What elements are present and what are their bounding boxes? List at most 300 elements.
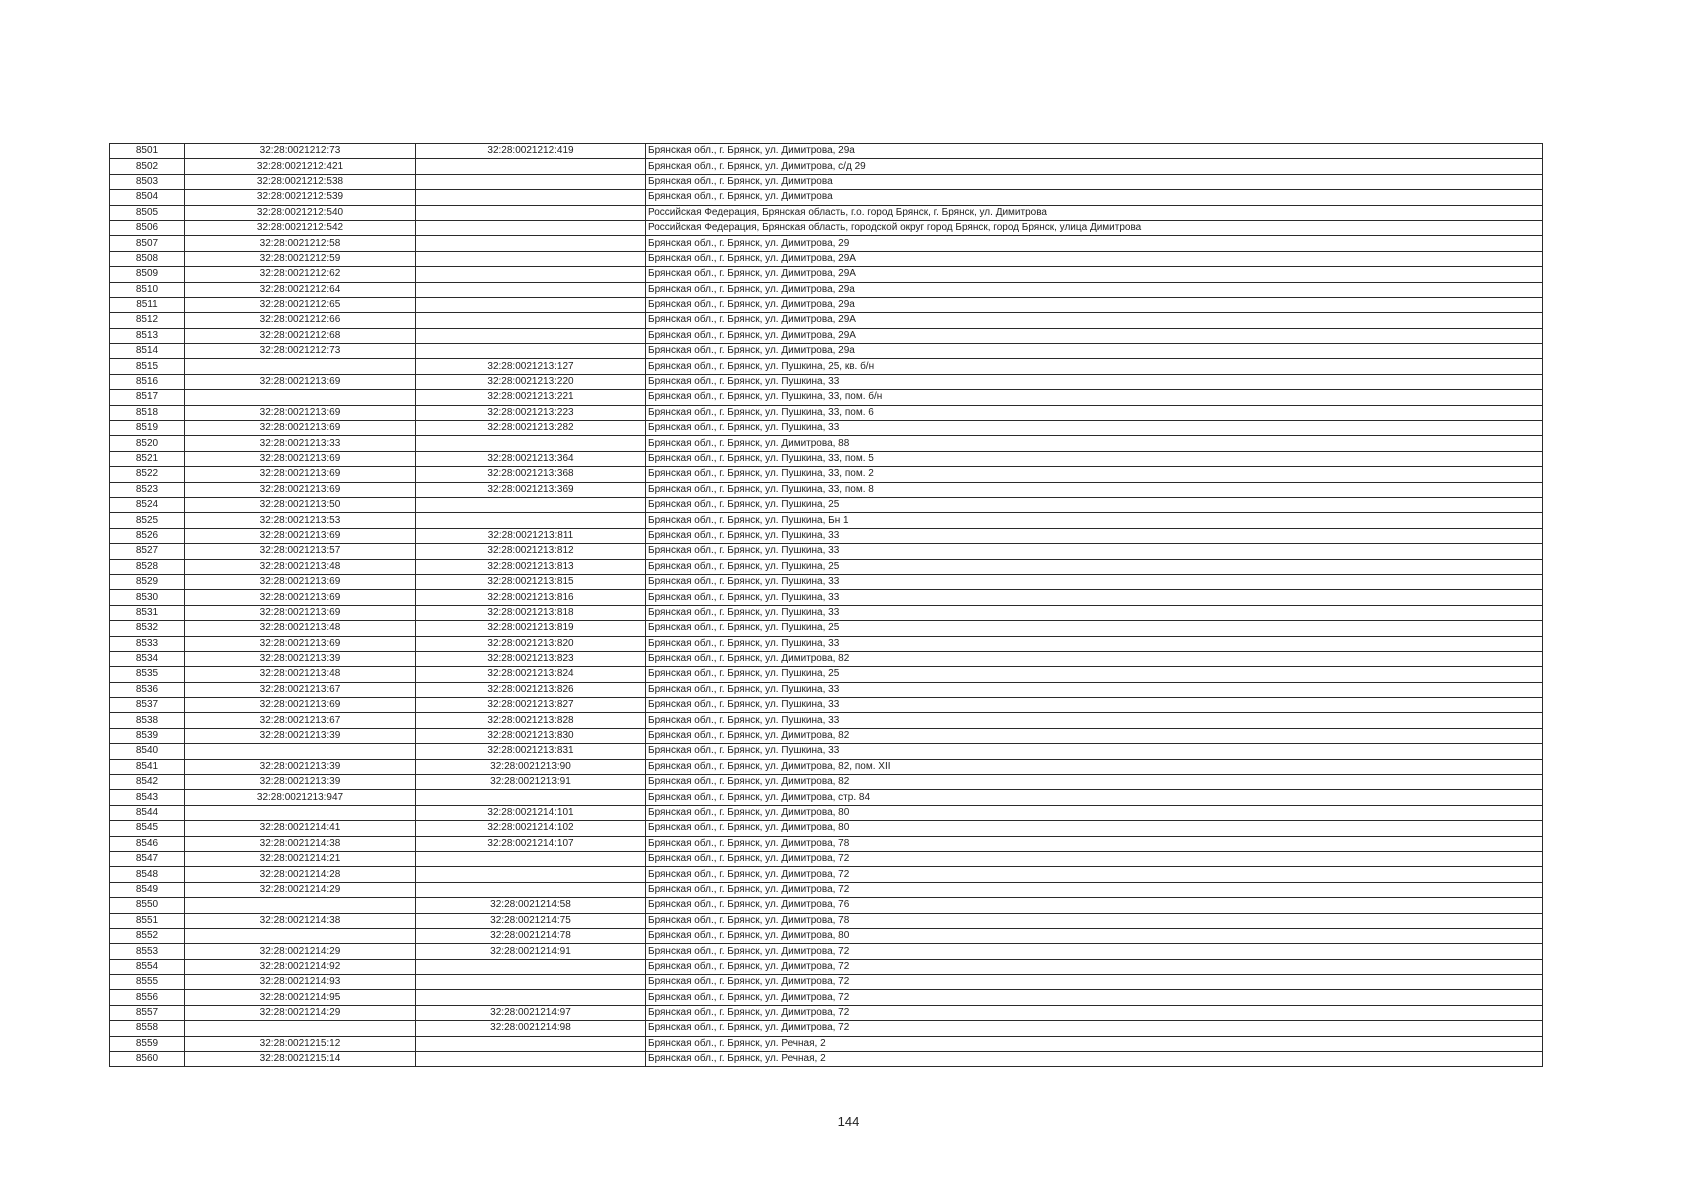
row-number-cell: 8516	[110, 374, 185, 389]
row-number-cell: 8523	[110, 482, 185, 497]
table-row	[110, 405, 1543, 420]
table-row	[110, 805, 1543, 820]
address-cell: Брянская обл., г. Брянск, ул. Димитрова, 29А	[646, 251, 1543, 266]
row-number-cell: 8542	[110, 775, 185, 790]
object-cadastral-number-cell: 32:28:0021214:98	[416, 1021, 646, 1036]
object-cadastral-number-cell	[416, 867, 646, 882]
row-number-cell: 8556	[110, 990, 185, 1005]
parcel-cadastral-number-cell	[185, 805, 416, 820]
row-number-cell: 8530	[110, 590, 185, 605]
table-row	[110, 174, 1543, 189]
parcel-cadastral-number-cell: 32:28:0021214:95	[185, 990, 416, 1005]
address-cell: Брянская обл., г. Брянск, ул. Речная, 2	[646, 1036, 1543, 1051]
object-cadastral-number-cell: 32:28:0021214:91	[416, 944, 646, 959]
table-row	[110, 882, 1543, 897]
table-row	[110, 928, 1543, 943]
parcel-cadastral-number-cell: 32:28:0021212:65	[185, 297, 416, 312]
parcel-cadastral-number-cell: 32:28:0021214:38	[185, 913, 416, 928]
table-row	[110, 467, 1543, 482]
object-cadastral-number-cell: 32:28:0021213:820	[416, 636, 646, 651]
parcel-cadastral-number-cell: 32:28:0021213:69	[185, 528, 416, 543]
address-cell: Брянская обл., г. Брянск, ул. Димитрова, 72	[646, 882, 1543, 897]
address-cell: Брянская обл., г. Брянск, ул. Димитрова, с/д 29	[646, 159, 1543, 174]
object-cadastral-number-cell: 32:28:0021213:220	[416, 374, 646, 389]
table-row	[110, 821, 1543, 836]
table-row	[110, 713, 1543, 728]
object-cadastral-number-cell	[416, 990, 646, 1005]
object-cadastral-number-cell: 32:28:0021213:90	[416, 759, 646, 774]
row-number-cell: 8504	[110, 190, 185, 205]
parcel-cadastral-number-cell: 32:28:0021212:66	[185, 313, 416, 328]
object-cadastral-number-cell: 32:28:0021213:818	[416, 605, 646, 620]
parcel-cadastral-number-cell: 32:28:0021212:58	[185, 236, 416, 251]
row-number-cell: 8531	[110, 605, 185, 620]
object-cadastral-number-cell: 32:28:0021213:826	[416, 682, 646, 697]
address-cell: Брянская обл., г. Брянск, ул. Пушкина, 33	[646, 744, 1543, 759]
table-row	[110, 790, 1543, 805]
object-cadastral-number-cell: 32:28:0021213:830	[416, 728, 646, 743]
object-cadastral-number-cell	[416, 174, 646, 189]
row-number-cell: 8527	[110, 544, 185, 559]
table-row	[110, 651, 1543, 666]
parcel-cadastral-number-cell: 32:28:0021213:69	[185, 467, 416, 482]
parcel-cadastral-number-cell: 32:28:0021213:69	[185, 451, 416, 466]
object-cadastral-number-cell	[416, 251, 646, 266]
parcel-cadastral-number-cell: 32:28:0021213:69	[185, 698, 416, 713]
row-number-cell: 8515	[110, 359, 185, 374]
address-cell: Брянская обл., г. Брянск, ул. Димитрова, 29а	[646, 282, 1543, 297]
table-row	[110, 544, 1543, 559]
row-number-cell: 8538	[110, 713, 185, 728]
address-cell: Брянская обл., г. Брянск, ул. Димитрова, 82	[646, 728, 1543, 743]
object-cadastral-number-cell: 32:28:0021213:223	[416, 405, 646, 420]
object-cadastral-number-cell	[416, 297, 646, 312]
row-number-cell: 8528	[110, 559, 185, 574]
address-cell: Брянская обл., г. Брянск, ул. Речная, 2	[646, 1052, 1543, 1067]
parcel-cadastral-number-cell: 32:28:0021213:69	[185, 636, 416, 651]
object-cadastral-number-cell	[416, 313, 646, 328]
object-cadastral-number-cell: 32:28:0021213:815	[416, 574, 646, 589]
parcel-cadastral-number-cell: 32:28:0021212:540	[185, 205, 416, 220]
table-row	[110, 282, 1543, 297]
table-row	[110, 144, 1543, 159]
table-row	[110, 328, 1543, 343]
row-number-cell: 8557	[110, 1005, 185, 1020]
table-row	[110, 374, 1543, 389]
address-cell: Брянская обл., г. Брянск, ул. Пушкина, 33	[646, 528, 1543, 543]
object-cadastral-number-cell: 32:28:0021213:823	[416, 651, 646, 666]
object-cadastral-number-cell: 32:28:0021213:127	[416, 359, 646, 374]
parcel-cadastral-number-cell: 32:28:0021214:41	[185, 821, 416, 836]
address-cell: Брянская обл., г. Брянск, ул. Димитрова, 88	[646, 436, 1543, 451]
address-cell: Брянская обл., г. Брянск, ул. Димитрова, 76	[646, 898, 1543, 913]
object-cadastral-number-cell	[416, 1036, 646, 1051]
parcel-cadastral-number-cell: 32:28:0021213:69	[185, 482, 416, 497]
table-row	[110, 1005, 1543, 1020]
table-row	[110, 636, 1543, 651]
table-row	[110, 1036, 1543, 1051]
row-number-cell: 8513	[110, 328, 185, 343]
address-cell: Брянская обл., г. Брянск, ул. Димитрова, 29	[646, 236, 1543, 251]
table-row	[110, 1052, 1543, 1067]
table-row	[110, 421, 1543, 436]
page-number: 144	[837, 1114, 860, 1129]
object-cadastral-number-cell: 32:28:0021213:828	[416, 713, 646, 728]
table-row	[110, 220, 1543, 235]
parcel-cadastral-number-cell: 32:28:0021212:421	[185, 159, 416, 174]
table-row	[110, 682, 1543, 697]
parcel-cadastral-number-cell: 32:28:0021214:21	[185, 851, 416, 866]
parcel-cadastral-number-cell: 32:28:0021213:39	[185, 651, 416, 666]
object-cadastral-number-cell	[416, 975, 646, 990]
address-cell: Брянская обл., г. Брянск, ул. Пушкина, 33	[646, 421, 1543, 436]
address-cell: Брянская обл., г. Брянск, ул. Димитрова, 29а	[646, 344, 1543, 359]
address-cell: Брянская обл., г. Брянск, ул. Димитрова, 29А	[646, 328, 1543, 343]
row-number-cell: 8551	[110, 913, 185, 928]
table-row	[110, 297, 1543, 312]
parcel-cadastral-number-cell: 32:28:0021212:73	[185, 144, 416, 159]
address-cell: Брянская обл., г. Брянск, ул. Пушкина, 33	[646, 698, 1543, 713]
table-row	[110, 836, 1543, 851]
parcel-cadastral-number-cell: 32:28:0021214:29	[185, 1005, 416, 1020]
table-row	[110, 990, 1543, 1005]
object-cadastral-number-cell: 32:28:0021212:419	[416, 144, 646, 159]
table-row	[110, 190, 1543, 205]
parcel-cadastral-number-cell: 32:28:0021212:73	[185, 344, 416, 359]
row-number-cell: 8521	[110, 451, 185, 466]
object-cadastral-number-cell: 32:28:0021213:831	[416, 744, 646, 759]
table-row	[110, 513, 1543, 528]
address-cell: Брянская обл., г. Брянск, ул. Димитрова, 82	[646, 651, 1543, 666]
address-cell: Брянская обл., г. Брянск, ул. Димитрова, 82	[646, 775, 1543, 790]
parcel-cadastral-number-cell: 32:28:0021214:92	[185, 959, 416, 974]
parcel-cadastral-number-cell: 32:28:0021214:29	[185, 882, 416, 897]
row-number-cell: 8503	[110, 174, 185, 189]
table-row	[110, 728, 1543, 743]
address-cell: Брянская обл., г. Брянск, ул. Пушкина, 33, пом. 6	[646, 405, 1543, 420]
table-row	[110, 913, 1543, 928]
table-row	[110, 359, 1543, 374]
row-number-cell: 8512	[110, 313, 185, 328]
parcel-cadastral-number-cell: 32:28:0021213:69	[185, 374, 416, 389]
parcel-cadastral-number-cell: 32:28:0021213:48	[185, 667, 416, 682]
object-cadastral-number-cell: 32:28:0021213:811	[416, 528, 646, 543]
address-cell: Брянская обл., г. Брянск, ул. Димитрова, 72	[646, 1005, 1543, 1020]
row-number-cell: 8554	[110, 959, 185, 974]
row-number-cell: 8548	[110, 867, 185, 882]
object-cadastral-number-cell	[416, 790, 646, 805]
table-row	[110, 436, 1543, 451]
row-number-cell: 8506	[110, 220, 185, 235]
parcel-cadastral-number-cell: 32:28:0021213:69	[185, 421, 416, 436]
address-cell: Брянская обл., г. Брянск, ул. Димитрова, 72	[646, 851, 1543, 866]
row-number-cell: 8546	[110, 836, 185, 851]
parcel-cadastral-number-cell: 32:28:0021213:69	[185, 590, 416, 605]
parcel-cadastral-number-cell: 32:28:0021212:539	[185, 190, 416, 205]
table-row	[110, 482, 1543, 497]
row-number-cell: 8525	[110, 513, 185, 528]
parcel-cadastral-number-cell: 32:28:0021212:62	[185, 267, 416, 282]
object-cadastral-number-cell: 32:28:0021213:369	[416, 482, 646, 497]
row-number-cell: 8533	[110, 636, 185, 651]
table-row	[110, 313, 1543, 328]
object-cadastral-number-cell: 32:28:0021214:102	[416, 821, 646, 836]
parcel-cadastral-number-cell: 32:28:0021213:69	[185, 574, 416, 589]
row-number-cell: 8536	[110, 682, 185, 697]
row-number-cell: 8558	[110, 1021, 185, 1036]
address-cell: Брянская обл., г. Брянск, ул. Димитрова	[646, 174, 1543, 189]
table-row	[110, 497, 1543, 512]
table-row	[110, 528, 1543, 543]
row-number-cell: 8501	[110, 144, 185, 159]
object-cadastral-number-cell: 32:28:0021214:58	[416, 898, 646, 913]
row-number-cell: 8522	[110, 467, 185, 482]
object-cadastral-number-cell	[416, 436, 646, 451]
parcel-cadastral-number-cell: 32:28:0021213:53	[185, 513, 416, 528]
table-row	[110, 605, 1543, 620]
address-cell: Брянская обл., г. Брянск, ул. Димитрова, 72	[646, 1021, 1543, 1036]
address-cell: Брянская обл., г. Брянск, ул. Димитрова, 80	[646, 805, 1543, 820]
row-number-cell: 8534	[110, 651, 185, 666]
parcel-cadastral-number-cell: 32:28:0021213:947	[185, 790, 416, 805]
parcel-cadastral-number-cell: 32:28:0021215:14	[185, 1052, 416, 1067]
object-cadastral-number-cell	[416, 882, 646, 897]
address-cell: Брянская обл., г. Брянск, ул. Пушкина, 25	[646, 559, 1543, 574]
table-row	[110, 775, 1543, 790]
address-cell: Брянская обл., г. Брянск, ул. Димитрова, 29А	[646, 313, 1543, 328]
object-cadastral-number-cell	[416, 1052, 646, 1067]
row-number-cell: 8510	[110, 282, 185, 297]
object-cadastral-number-cell: 32:28:0021213:816	[416, 590, 646, 605]
row-number-cell: 8545	[110, 821, 185, 836]
row-number-cell: 8535	[110, 667, 185, 682]
table-row	[110, 959, 1543, 974]
address-cell: Брянская обл., г. Брянск, ул. Димитрова, стр. 84	[646, 790, 1543, 805]
object-cadastral-number-cell	[416, 267, 646, 282]
object-cadastral-number-cell: 32:28:0021213:221	[416, 390, 646, 405]
parcel-cadastral-number-cell	[185, 390, 416, 405]
table-row	[110, 744, 1543, 759]
address-cell: Брянская обл., г. Брянск, ул. Димитрова, 80	[646, 928, 1543, 943]
parcel-cadastral-number-cell: 32:28:0021213:39	[185, 728, 416, 743]
parcel-cadastral-number-cell	[185, 898, 416, 913]
table-row	[110, 205, 1543, 220]
table-row	[110, 574, 1543, 589]
table-row	[110, 621, 1543, 636]
address-cell: Брянская обл., г. Брянск, ул. Димитрова, 29а	[646, 297, 1543, 312]
address-cell: Брянская обл., г. Брянск, ул. Пушкина, 33	[646, 605, 1543, 620]
object-cadastral-number-cell	[416, 220, 646, 235]
address-cell: Брянская обл., г. Брянск, ул. Пушкина, 33	[646, 574, 1543, 589]
parcel-cadastral-number-cell: 32:28:0021212:64	[185, 282, 416, 297]
parcel-cadastral-number-cell: 32:28:0021213:67	[185, 682, 416, 697]
address-cell: Брянская обл., г. Брянск, ул. Пушкина, 25	[646, 621, 1543, 636]
object-cadastral-number-cell: 32:28:0021213:282	[416, 421, 646, 436]
object-cadastral-number-cell: 32:28:0021214:78	[416, 928, 646, 943]
row-number-cell: 8532	[110, 621, 185, 636]
address-cell: Брянская обл., г. Брянск, ул. Димитрова, 80	[646, 821, 1543, 836]
table-row	[110, 975, 1543, 990]
object-cadastral-number-cell: 32:28:0021214:101	[416, 805, 646, 820]
parcel-cadastral-number-cell: 32:28:0021213:57	[185, 544, 416, 559]
table-row	[110, 898, 1543, 913]
address-cell: Брянская обл., г. Брянск, ул. Пушкина, 33, пом. 8	[646, 482, 1543, 497]
row-number-cell: 8514	[110, 344, 185, 359]
row-number-cell: 8518	[110, 405, 185, 420]
object-cadastral-number-cell: 32:28:0021213:368	[416, 467, 646, 482]
address-cell: Брянская обл., г. Брянск, ул. Пушкина, 33	[646, 544, 1543, 559]
parcel-cadastral-number-cell: 32:28:0021214:28	[185, 867, 416, 882]
row-number-cell: 8505	[110, 205, 185, 220]
address-cell: Брянская обл., г. Брянск, ул. Пушкина, 33	[646, 374, 1543, 389]
address-cell: Брянская обл., г. Брянск, ул. Пушкина, 33	[646, 590, 1543, 605]
table-row	[110, 1021, 1543, 1036]
address-cell: Брянская обл., г. Брянск, ул. Пушкина, 25	[646, 667, 1543, 682]
table-row	[110, 451, 1543, 466]
object-cadastral-number-cell: 32:28:0021214:107	[416, 836, 646, 851]
table-row	[110, 867, 1543, 882]
row-number-cell: 8539	[110, 728, 185, 743]
row-number-cell: 8555	[110, 975, 185, 990]
object-cadastral-number-cell: 32:28:0021213:827	[416, 698, 646, 713]
object-cadastral-number-cell	[416, 328, 646, 343]
parcel-cadastral-number-cell: 32:28:0021213:39	[185, 775, 416, 790]
object-cadastral-number-cell	[416, 959, 646, 974]
parcel-cadastral-number-cell: 32:28:0021214:29	[185, 944, 416, 959]
object-cadastral-number-cell	[416, 236, 646, 251]
object-cadastral-number-cell: 32:28:0021214:75	[416, 913, 646, 928]
parcel-cadastral-number-cell	[185, 359, 416, 374]
row-number-cell: 8541	[110, 759, 185, 774]
address-cell: Брянская обл., г. Брянск, ул. Пушкина, 25, кв. б/н	[646, 359, 1543, 374]
parcel-cadastral-number-cell: 32:28:0021213:48	[185, 559, 416, 574]
table-row	[110, 390, 1543, 405]
parcel-cadastral-number-cell: 32:28:0021212:59	[185, 251, 416, 266]
object-cadastral-number-cell	[416, 497, 646, 512]
address-cell: Брянская обл., г. Брянск, ул. Димитрова, 78	[646, 913, 1543, 928]
table-row	[110, 759, 1543, 774]
table-row	[110, 236, 1543, 251]
parcel-cadastral-number-cell	[185, 1021, 416, 1036]
table-row	[110, 159, 1543, 174]
parcel-cadastral-number-cell: 32:28:0021214:93	[185, 975, 416, 990]
row-number-cell: 8509	[110, 267, 185, 282]
address-cell: Брянская обл., г. Брянск, ул. Димитрова, 82, пом. XII	[646, 759, 1543, 774]
object-cadastral-number-cell: 32:28:0021213:813	[416, 559, 646, 574]
table-row	[110, 344, 1543, 359]
table-row	[110, 667, 1543, 682]
object-cadastral-number-cell	[416, 513, 646, 528]
row-number-cell: 8543	[110, 790, 185, 805]
row-number-cell: 8537	[110, 698, 185, 713]
row-number-cell: 8560	[110, 1052, 185, 1067]
object-cadastral-number-cell: 32:28:0021213:91	[416, 775, 646, 790]
address-cell: Брянская обл., г. Брянск, ул. Пушкина, 33	[646, 636, 1543, 651]
parcel-cadastral-number-cell: 32:28:0021213:69	[185, 405, 416, 420]
row-number-cell: 8553	[110, 944, 185, 959]
address-cell: Брянская обл., г. Брянск, ул. Димитрова, 72	[646, 975, 1543, 990]
object-cadastral-number-cell	[416, 190, 646, 205]
row-number-cell: 8519	[110, 421, 185, 436]
object-cadastral-number-cell: 32:28:0021213:364	[416, 451, 646, 466]
row-number-cell: 8552	[110, 928, 185, 943]
object-cadastral-number-cell	[416, 282, 646, 297]
registry-table-body	[110, 144, 1543, 1067]
parcel-cadastral-number-cell: 32:28:0021212:538	[185, 174, 416, 189]
row-number-cell: 8524	[110, 497, 185, 512]
address-cell: Брянская обл., г. Брянск, ул. Димитрова, 78	[646, 836, 1543, 851]
property-registry-table	[109, 143, 1543, 1067]
address-cell: Брянская обл., г. Брянск, ул. Пушкина, 33	[646, 682, 1543, 697]
parcel-cadastral-number-cell: 32:28:0021214:38	[185, 836, 416, 851]
parcel-cadastral-number-cell: 32:28:0021213:48	[185, 621, 416, 636]
row-number-cell: 8502	[110, 159, 185, 174]
parcel-cadastral-number-cell: 32:28:0021212:542	[185, 220, 416, 235]
table-row	[110, 851, 1543, 866]
object-cadastral-number-cell	[416, 851, 646, 866]
table-row	[110, 267, 1543, 282]
row-number-cell: 8549	[110, 882, 185, 897]
table-row	[110, 698, 1543, 713]
address-cell: Брянская обл., г. Брянск, ул. Димитрова, 72	[646, 990, 1543, 1005]
row-number-cell: 8547	[110, 851, 185, 866]
address-cell: Брянская обл., г. Брянск, ул. Димитрова, 29а	[646, 144, 1543, 159]
address-cell: Брянская обл., г. Брянск, ул. Димитрова, 29А	[646, 267, 1543, 282]
row-number-cell: 8526	[110, 528, 185, 543]
object-cadastral-number-cell: 32:28:0021213:824	[416, 667, 646, 682]
object-cadastral-number-cell: 32:28:0021213:819	[416, 621, 646, 636]
row-number-cell: 8511	[110, 297, 185, 312]
address-cell: Брянская обл., г. Брянск, ул. Димитрова, 72	[646, 944, 1543, 959]
object-cadastral-number-cell: 32:28:0021213:812	[416, 544, 646, 559]
parcel-cadastral-number-cell	[185, 928, 416, 943]
row-number-cell: 8508	[110, 251, 185, 266]
object-cadastral-number-cell: 32:28:0021214:97	[416, 1005, 646, 1020]
parcel-cadastral-number-cell: 32:28:0021213:39	[185, 759, 416, 774]
address-cell: Российская Федерация, Брянская область, городской округ город Брянск, город Брянск, улица Димитрова	[646, 220, 1543, 235]
row-number-cell: 8540	[110, 744, 185, 759]
parcel-cadastral-number-cell: 32:28:0021213:33	[185, 436, 416, 451]
address-cell: Брянская обл., г. Брянск, ул. Пушкина, 33	[646, 713, 1543, 728]
parcel-cadastral-number-cell	[185, 744, 416, 759]
row-number-cell: 8559	[110, 1036, 185, 1051]
address-cell: Брянская обл., г. Брянск, ул. Димитрова	[646, 190, 1543, 205]
parcel-cadastral-number-cell: 32:28:0021213:69	[185, 605, 416, 620]
parcel-cadastral-number-cell: 32:28:0021215:12	[185, 1036, 416, 1051]
object-cadastral-number-cell	[416, 344, 646, 359]
object-cadastral-number-cell	[416, 159, 646, 174]
row-number-cell: 8529	[110, 574, 185, 589]
row-number-cell: 8544	[110, 805, 185, 820]
table-row	[110, 251, 1543, 266]
parcel-cadastral-number-cell: 32:28:0021213:50	[185, 497, 416, 512]
address-cell: Брянская обл., г. Брянск, ул. Пушкина, 33, пом. 5	[646, 451, 1543, 466]
address-cell: Брянская обл., г. Брянск, ул. Пушкина, 33, пом. б/н	[646, 390, 1543, 405]
address-cell: Российская Федерация, Брянская область, г.о. город Брянск, г. Брянск, ул. Димитрова	[646, 205, 1543, 220]
address-cell: Брянская обл., г. Брянск, ул. Пушкина, 25	[646, 497, 1543, 512]
parcel-cadastral-number-cell: 32:28:0021212:68	[185, 328, 416, 343]
row-number-cell: 8507	[110, 236, 185, 251]
parcel-cadastral-number-cell: 32:28:0021213:67	[185, 713, 416, 728]
row-number-cell: 8550	[110, 898, 185, 913]
table-row	[110, 559, 1543, 574]
address-cell: Брянская обл., г. Брянск, ул. Пушкина, 33, пом. 2	[646, 467, 1543, 482]
address-cell: Брянская обл., г. Брянск, ул. Димитрова, 72	[646, 867, 1543, 882]
address-cell: Брянская обл., г. Брянск, ул. Пушкина, Бн 1	[646, 513, 1543, 528]
table-row	[110, 944, 1543, 959]
row-number-cell: 8517	[110, 390, 185, 405]
table-row	[110, 590, 1543, 605]
